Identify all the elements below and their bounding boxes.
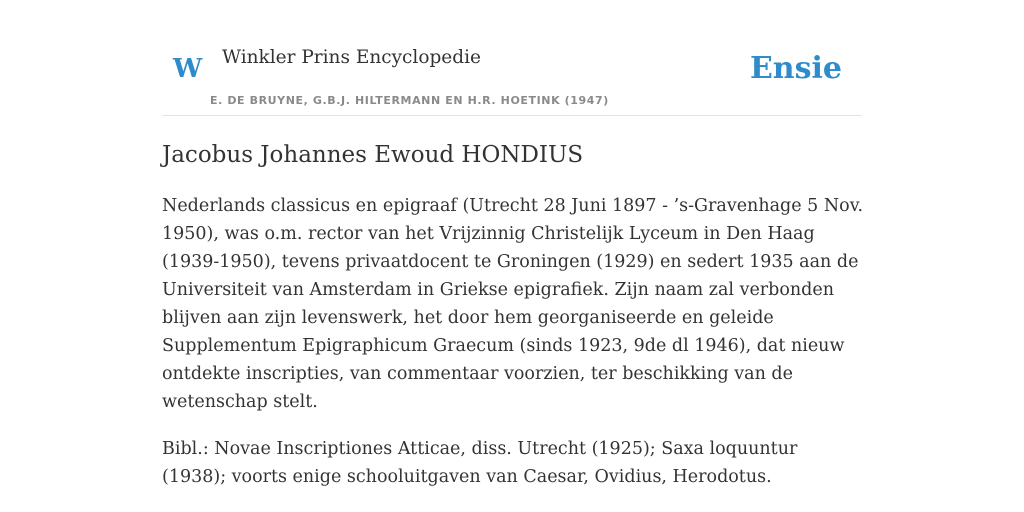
winkler-prins-logo-icon[interactable]: W (173, 54, 203, 84)
article-title: Jacobus Johannes Ewoud HONDIUS (162, 142, 584, 168)
source-title[interactable]: Winkler Prins Encyclopedie (222, 47, 481, 68)
article (162, 138, 864, 491)
ensie-brand-logo[interactable]: Ensie (749, 51, 842, 86)
source-authors: E. DE BRUYNE, G.B.J. HILTERMANN EN H.R. HOETINK (1947) (210, 94, 609, 107)
article-paragraph: Nederlands classicus en epigraaf (Utrecht 28 Juni 1897 - ’s-Gravenhage 5 Nov. 1950), was o.m. rector van het Vrijzinnig Christelijk Lyceum in Den Haag (1939-1950), tevens privaatdocent te Groningen (1929) en sedert 1935 aan de Universiteit van Amsterdam in Griekse epigrafiek. Zijn naam zal verbonden blijven aan zijn levenswerk, het door hem georganiseerde en geleide Supplementum Epigraphicum Graecum (sinds 1923, 9de dl 1946), dat nieuw ontdekte inscripties, van commentaar voorzien, ter beschikking van de wetenschap stelt. (162, 196, 864, 412)
bibliography-paragraph: Bibl.: Novae Inscriptiones Atticae, diss. Utrecht (1925); Saxa loquuntur (1938); voorts enige schooluitgaven van Caesar, Ovidius, Herodotus. (162, 439, 798, 487)
header-divider (162, 115, 862, 116)
